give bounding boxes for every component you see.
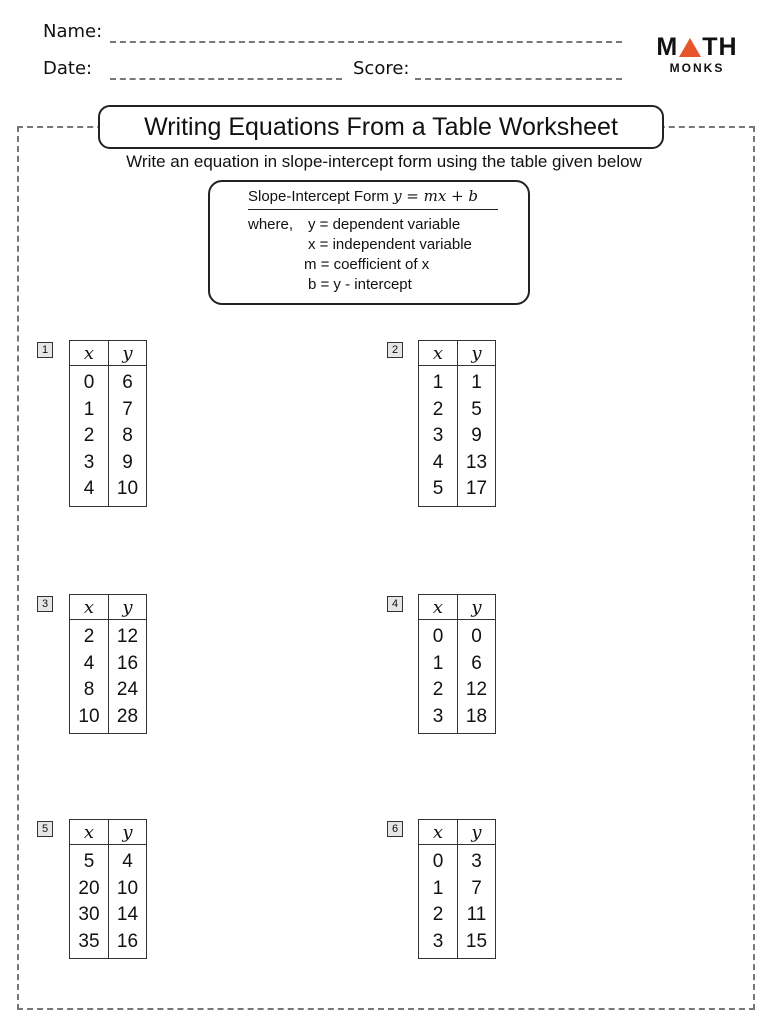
y-cell: 1 [471, 372, 482, 394]
table-row [70, 423, 147, 450]
x-cell: 0 [419, 845, 458, 876]
name-field[interactable] [110, 41, 622, 43]
problem-number: 3 [37, 596, 53, 612]
y-cell: 6 [122, 372, 133, 394]
table-row [419, 450, 496, 477]
table-row [70, 397, 147, 424]
formula-title [248, 187, 478, 205]
x-cell: 20 [70, 876, 109, 903]
y-cell: 3 [471, 851, 482, 873]
y-cell: 10 [116, 877, 139, 899]
date-label: Date: [43, 58, 93, 79]
math-monks-logo [652, 34, 742, 75]
x-cell: 2 [419, 902, 458, 929]
x-cell: 2 [70, 620, 109, 651]
formula-line-2: x = independent variable [308, 236, 472, 253]
y-header: y [109, 820, 147, 845]
table-row [419, 423, 496, 450]
table-row [419, 651, 496, 678]
y-cell: 12 [465, 679, 488, 701]
x-cell: 10 [70, 704, 109, 734]
table-row [70, 845, 147, 876]
instruction-text: Write an equation in slope-intercept form using the table given below [126, 152, 642, 171]
table-row [419, 876, 496, 903]
table-row [70, 476, 147, 506]
y-header: y [458, 595, 496, 620]
logo-math [652, 34, 742, 60]
y-cell: 8 [122, 425, 133, 447]
formula-divider [248, 209, 498, 210]
x-cell: 35 [70, 929, 109, 959]
y-cell: 15 [465, 930, 488, 952]
x-cell: 30 [70, 902, 109, 929]
problem-number: 2 [387, 342, 403, 358]
x-cell: 1 [70, 397, 109, 424]
worksheet-title: Writing Equations From a Table Worksheet [98, 105, 664, 149]
x-cell: 3 [419, 423, 458, 450]
y-cell: 18 [465, 705, 488, 727]
formula-line-3: m = coefficient of x [304, 256, 430, 273]
x-header: x [70, 341, 109, 366]
y-cell: 7 [122, 398, 133, 420]
x-cell: 1 [419, 876, 458, 903]
y-header: y [109, 341, 147, 366]
x-cell: 3 [70, 450, 109, 477]
table-row [419, 366, 496, 397]
y-cell: 12 [116, 626, 139, 648]
logo-triangle-icon [679, 38, 701, 57]
problem-number: 6 [387, 821, 403, 837]
y-cell: 6 [471, 652, 482, 674]
table-row [419, 929, 496, 959]
table-row [419, 397, 496, 424]
score-field[interactable] [415, 78, 622, 80]
y-cell: 7 [471, 877, 482, 899]
table-row [70, 876, 147, 903]
y-header: y [458, 820, 496, 845]
table-row [70, 929, 147, 959]
formula-box [208, 180, 530, 305]
name-label: Name: [43, 21, 103, 42]
problem-number: 4 [387, 596, 403, 612]
x-cell: 4 [70, 651, 109, 678]
x-cell: 2 [419, 397, 458, 424]
x-header: x [419, 595, 458, 620]
problem-number: 5 [37, 821, 53, 837]
logo-letters-th: TH [702, 33, 738, 61]
y-cell: 9 [471, 425, 482, 447]
x-cell: 5 [70, 845, 109, 876]
y-cell: 17 [465, 478, 488, 500]
x-cell: 0 [419, 620, 458, 651]
y-cell: 11 [466, 904, 487, 926]
x-header: x [70, 595, 109, 620]
xy-table [69, 594, 147, 734]
y-header: y [109, 595, 147, 620]
formula-title-label: Slope-Intercept Form [248, 188, 389, 205]
x-cell: 1 [419, 366, 458, 397]
date-field[interactable] [110, 78, 342, 80]
y-cell: 14 [116, 904, 139, 926]
y-cell: 13 [465, 451, 488, 473]
x-header: x [419, 820, 458, 845]
x-header: x [70, 820, 109, 845]
table-row [419, 620, 496, 651]
x-cell: 4 [70, 476, 109, 506]
x-cell: 0 [70, 366, 109, 397]
y-cell: 16 [116, 652, 139, 674]
y-cell: 5 [471, 398, 482, 420]
logo-letter-m: M [656, 33, 679, 61]
x-cell: 2 [70, 423, 109, 450]
table-row [419, 476, 496, 506]
xy-table [69, 819, 147, 959]
table-row [70, 366, 147, 397]
x-cell: 8 [70, 677, 109, 704]
xy-table [418, 819, 496, 959]
x-cell: 2 [419, 677, 458, 704]
table-row [70, 902, 147, 929]
table-row [419, 845, 496, 876]
x-cell: 5 [419, 476, 458, 506]
x-cell: 4 [419, 450, 458, 477]
y-cell: 0 [471, 626, 482, 648]
formula-equation: y = mx + b [393, 187, 479, 205]
formula-line-1: y = dependent variable [308, 216, 461, 233]
table-row [419, 902, 496, 929]
table-row [419, 704, 496, 734]
table-row [70, 677, 147, 704]
y-header: y [458, 341, 496, 366]
y-cell: 4 [122, 851, 133, 873]
table-row [70, 450, 147, 477]
y-cell: 16 [116, 930, 139, 952]
table-row [419, 677, 496, 704]
formula-line-4: b = y - intercept [308, 276, 412, 293]
formula-where: where, [248, 216, 294, 233]
y-cell: 10 [116, 478, 139, 500]
xy-table [418, 340, 496, 507]
y-cell: 28 [116, 705, 139, 727]
table-row [70, 704, 147, 734]
x-cell: 3 [419, 929, 458, 959]
y-cell: 9 [122, 451, 133, 473]
score-label: Score: [353, 58, 410, 79]
x-cell: 1 [419, 651, 458, 678]
y-cell: 24 [116, 679, 139, 701]
problem-number: 1 [37, 342, 53, 358]
xy-table [418, 594, 496, 734]
x-header: x [419, 341, 458, 366]
table-row [70, 651, 147, 678]
table-row [70, 620, 147, 651]
xy-table [69, 340, 147, 507]
x-cell: 3 [419, 704, 458, 734]
logo-monks: MONKS [669, 61, 725, 75]
